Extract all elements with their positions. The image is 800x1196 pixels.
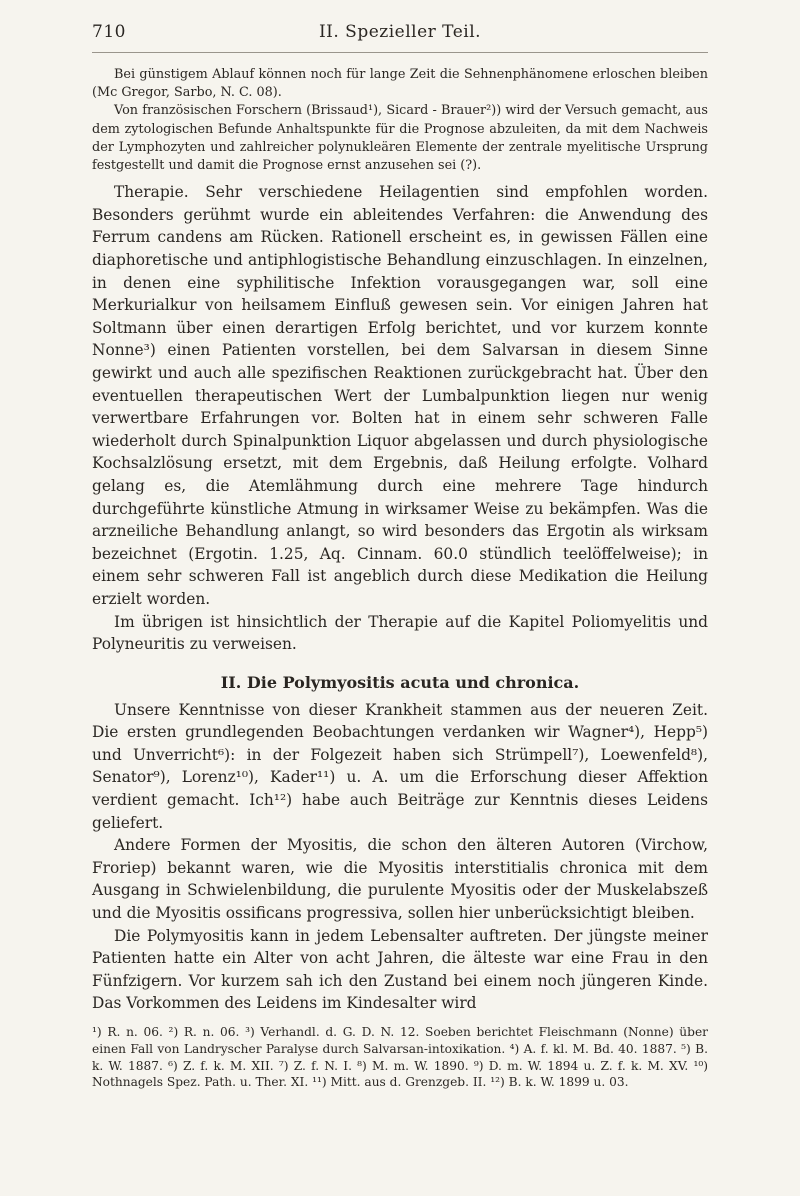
paragraph-prognosis-2: Von französischen Forschern (Brissaud¹), Sicard - Brauer²)) wird der Versuch gemacht, aus dem zytologischen Befunde Anhaltspunkte für die Prognose abzuleiten, da mit dem Nachweis der Lymphozyten und zahlreicher polynukleären Elemente der zentrale myelitische Ursprung festgestellt und damit die Prognose ernst anzusehen sei (?). [92, 103, 708, 174]
paragraph-prognosis-1: Bei günstigem Ablauf können noch für lange Zeit die Sehnenphänomene erloschen bleiben (Mc Gregor, Sarbo, N. C. 08). [92, 67, 708, 101]
page-body [92, 66, 708, 1091]
footnote-text: ¹) R. n. 06. ²) R. n. 06. ³) Verhandl. d. G. D. N. 12. Soeben berichtet Fleischmann (Nonne) über einen Fall von Landryscher Paralyse durch Salvarsan-intoxikation. ⁴) A. f. kl. M. Bd. 40. 1887. ⁵) B. k. W. 1887. ⁶) Z. f. k. M. XII. ⁷) Z. f. N. I. ⁸) M. m. W. 1890. ⁹) D. m. W. 1894 u. Z. f. k. M. XV. ¹⁰) Nothnagels Spez. Path. u. Ther. XI. ¹¹) Mitt. aus d. Grenzgeb. II. ¹²) B. k. W. 1899 u. 03. [92, 1025, 708, 1090]
section-title: II. Spezieller Teil. [318, 22, 482, 42]
header-rule [92, 52, 708, 53]
paragraph-history: Unsere Kenntnisse von dieser Krankheit stammen aus der neueren Zeit. Die ersten grundlegenden Beobachtungen verdanken wir Wagner⁴), Hepp⁵) und Unverricht⁶): in der Folgezeit haben sich Strümpell⁷), Loewenfeld⁸), Senator⁹), Lorenz¹⁰), Kader¹¹) u. A. um die Erforschung dieser Affektion verdient gemacht. Ich¹²) habe auch Beiträge zur Kenntnis dieses Leidens geliefert. [92, 700, 708, 832]
page-number: 710 [92, 22, 126, 42]
paragraph-age: Die Polymyositis kann in jedem Lebensalter auftreten. Der jüngste meiner Patienten hatte ein Alter von acht Jahren, die älteste war eine Frau in den Fünfzigern. Vor kurzem sah ich den Zustand bei einem noch jüngeren Kinde. Das Vorkommen des Leidens im Kindesalter wird [92, 926, 708, 1013]
paragraph-therapy: Therapie. Sehr verschiedene Heilagentien sind empfohlen worden. Besonders gerühmt wurde ein ableitendes Verfahren: die Anwendung des Ferrum candens am Rücken. Rationell erscheint es, in gewissen Fällen eine diaphoretische und antiphlogistische Behandlung einzuschlagen. In einzelnen, in denen eine syphilitische Infektion vorausgegangen war, soll eine Merkurialkur von heilsamem Einfluß gewesen sein. Vor einigen Jahren hat Soltmann über einen derartigen Erfolg berichtet, und vor kurzem konnte Nonne³) einen Patienten vorstellen, bei dem Salvarsan in diesem Sinne gewirkt und auch alle spezifischen Reaktionen zurückgebracht hat. Über den eventuellen therapeutischen Wert der Lumbalpunktion liegen nur wenig verwertbare Erfahrungen vor. Bolten hat in einem sehr schweren Falle wiederholt durch Spinalpunktion Liquor abgelassen und durch physiologische Kochsalzlösung ersetzt, mit dem Ergebnis, daß Heilung erfolgte. Volhard gelang es, die Atemlähmung durch eine mehrere Tage hindurch durchgeführte künstliche Atmung in wirksamer Weise zu bekämpfen. Was die arzneiliche Behandlung anlangt, so wird besonders das Ergotin als wirksam bezeichnet (Ergotin. 1.25, Aq. Cinnam. 60.0 stündlich teelöffelweise); in einem sehr schweren Fall ist angeblich durch diese Medikation die Heilung erzielt worden. [92, 183, 708, 608]
paragraph-therapy-ref: Im übrigen ist hinsichtlich der Therapie auf die Kapitel Poliomyelitis und Polyneuritis zu verweisen. [92, 612, 708, 654]
section-heading: II. Die Polymyositis acuta und chronica. [220, 672, 580, 692]
paragraph-other-forms: Andere Formen der Myositis, die schon den älteren Autoren (Virchow, Froriep) bekannt waren, wie die Myositis interstitialis chronica mit dem Ausgang in Schwielenbildung, die purulente Myositis oder der Muskelabszeß und die Myositis ossificans progressiva, sollen hier unberücksichtigt bleiben. [92, 836, 708, 923]
footnotes [92, 1024, 708, 1091]
